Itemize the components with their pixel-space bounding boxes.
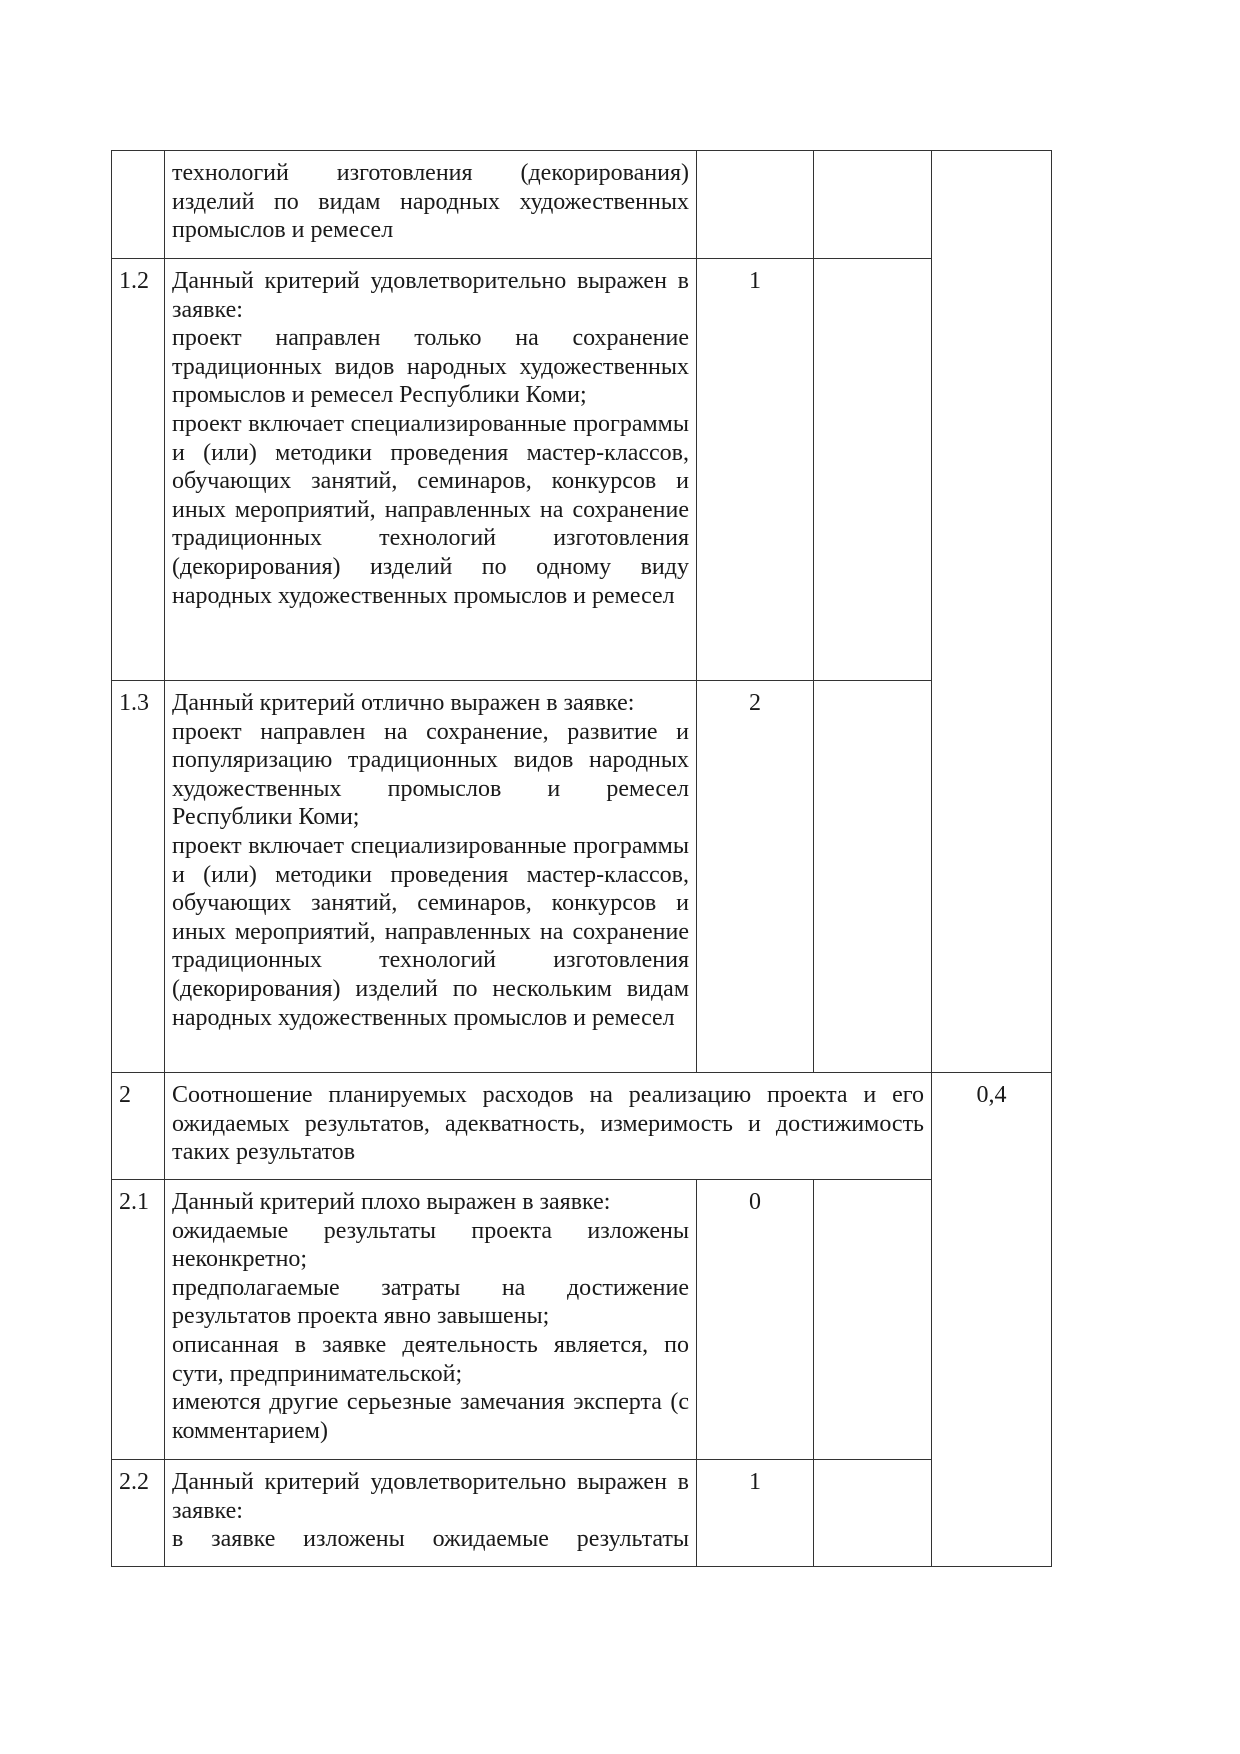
criterion-description <box>165 151 697 259</box>
criterion-title <box>165 1073 932 1180</box>
criterion-description <box>165 259 697 681</box>
row-number: 1.3 <box>112 681 165 1073</box>
table-row <box>112 1073 1052 1180</box>
expert-score-cell <box>814 1180 932 1460</box>
description-line: технологий изготовления (декорирования) изделий по видам народных художественных промыслов и ремесел <box>172 160 689 244</box>
description-line: имеются другие серьезные замечания эксперта (с комментарием) <box>172 1389 689 1444</box>
expert-score-cell <box>814 259 932 681</box>
description-line: предполагаемые затраты на достижение результатов проекта явно завышены; <box>172 1274 689 1330</box>
expert-score-cell <box>814 681 932 1073</box>
score-cell: 1 <box>697 1460 814 1567</box>
row-number: 2.2 <box>112 1460 165 1567</box>
weight-cell <box>932 151 1052 1073</box>
criterion-description <box>165 1180 697 1460</box>
table-row <box>112 151 1052 259</box>
description-line: проект направлен на сохранение, развитие и популяризацию традиционных видов народных художественных промыслов и ремесел Республики Коми; <box>172 718 689 831</box>
description-line: проект включает специализированные программы и (или) методики проведения мастер-классов, обучающих занятий, семинаров, конкурсов и иных мероприятий, направленных на сохранение традиционных технологий изготовления (декорирования) изделий по нескольким видам народных художественных промыслов и ремесел <box>172 832 689 1031</box>
description-line: описанная в заявке деятельность является, по сути, предпринимательской; <box>172 1331 689 1387</box>
table-row <box>112 1460 1052 1567</box>
description-line: в заявке изложены ожидаемые результаты <box>172 1526 689 1553</box>
row-number <box>112 151 165 259</box>
table-row <box>112 1180 1052 1460</box>
expert-score-cell <box>814 151 932 259</box>
criterion-description <box>165 1460 697 1567</box>
description-line: Данный критерий отлично выражен в заявке: <box>172 690 635 716</box>
description-line: проект направлен только на сохранение традиционных видов народных художественных промыслов и ремесел Республики Коми; <box>172 325 689 409</box>
row-number: 2.1 <box>112 1180 165 1460</box>
score-cell: 2 <box>697 681 814 1073</box>
row-number: 1.2 <box>112 259 165 681</box>
description-line: Данный критерий удовлетворительно выражен в заявке: <box>172 1469 689 1524</box>
table-row <box>112 259 1052 681</box>
criteria-table <box>111 150 1052 1567</box>
row-number: 2 <box>112 1073 165 1180</box>
score-cell: 1 <box>697 259 814 681</box>
score-cell <box>697 151 814 259</box>
criterion-description <box>165 681 697 1073</box>
score-cell: 0 <box>697 1180 814 1460</box>
criterion-title-text: Соотношение планируемых расходов на реализацию проекта и его ожидаемых результатов, адекватность, измеримость и достижимость таких результатов <box>172 1082 924 1166</box>
description-line: ожидаемые результаты проекта изложены неконкретно; <box>172 1217 689 1273</box>
description-line: проект включает специализированные программы и (или) методики проведения мастер-классов, обучающих занятий, семинаров, конкурсов и иных мероприятий, направленных на сохранение традиционных технологий изготовления (декорирования) изделий по одному виду народных художественных промыслов и ремесел <box>172 410 689 609</box>
expert-score-cell <box>814 1460 932 1567</box>
table-row <box>112 681 1052 1073</box>
weight-cell: 0,4 <box>932 1073 1052 1567</box>
description-line: Данный критерий удовлетворительно выражен в заявке: <box>172 268 689 323</box>
description-line: Данный критерий плохо выражен в заявке: <box>172 1189 611 1215</box>
